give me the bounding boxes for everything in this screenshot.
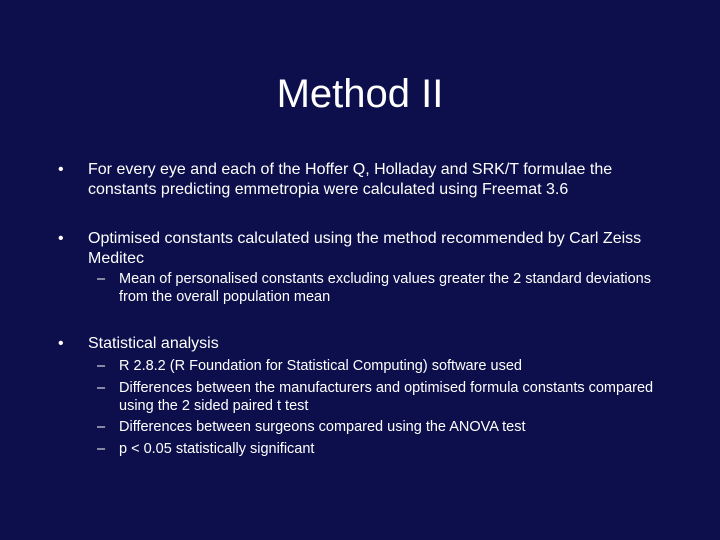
slide-title: Method II	[276, 72, 444, 116]
sub-marker: –	[97, 419, 106, 435]
sub-text: Mean of personalised constants excluding values greater the 2 standard deviations from the overall population mean	[119, 271, 651, 305]
bullet-marker: •	[58, 335, 64, 352]
sub-text: p < 0.05 statistically significant	[119, 441, 315, 457]
sub-marker: –	[97, 271, 106, 287]
bullet-text: For every eye and each of the Hoffer Q, Holladay and SRK/T formulae the constants predicting emmetropia were calculated using Freemat 3.6	[88, 161, 613, 198]
bullet-marker: •	[58, 161, 64, 178]
bullet-marker: •	[58, 230, 64, 247]
sub-text: R 2.8.2 (R Foundation for Statistical Computing) software used	[119, 358, 522, 374]
sub-text: Differences between surgeons compared using the ANOVA test	[119, 419, 526, 435]
sub-marker: –	[97, 441, 106, 457]
bullet-text: Optimised constants calculated using the method recommended by Carl Zeiss Meditec	[88, 230, 642, 267]
sub-marker: –	[97, 358, 106, 374]
sub-marker: –	[97, 380, 106, 396]
sub-text: Differences between the manufacturers and optimised formula constants compared using the 2 sided paired t test	[119, 380, 654, 414]
bullet-text: Statistical analysis	[88, 335, 219, 352]
